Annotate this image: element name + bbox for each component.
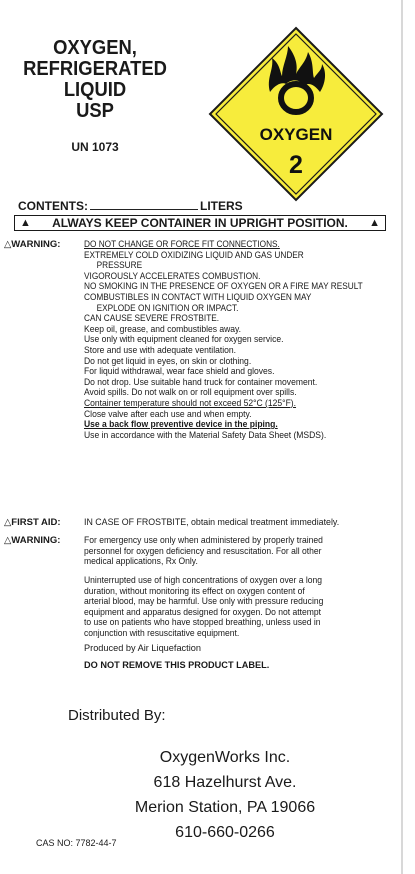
text-line: NO SMOKING IN THE PRESENCE OF OXYGEN OR A FIRE MAY RESULT [84,281,363,292]
text-line: medical applications, Rx Only. [84,556,198,567]
un-number: UN 1073 [71,140,119,154]
text-line: to use on patients who have stopped breathing, unless used in [84,617,321,628]
text-line: CAN CAUSE SEVERE FROSTBITE. [84,313,220,324]
text-line: Close valve after each use and when empty. [84,408,252,419]
title-line: LIQUID [63,79,127,101]
text-line: COMBUSTIBLES IN CONTACT WITH LIQUID OXYGEN MAY [84,291,312,302]
text-line: equipment and apparatus designed for oxygen. Do not attempt [84,606,322,617]
text-line: For emergency use only when administered by properly trained [84,535,323,545]
text-line: Uninterrupted use of high concentrations of oxygen over a long [84,575,322,585]
text-line: For liquid withdrawal, wear face shield and gloves. [84,366,275,377]
company-phone: 610-660-0266 [175,824,275,841]
contents-label: CONTENTS: [18,199,88,213]
company-street: 618 Hazelhurst Ave. [153,774,297,791]
first-aid-label: △FIRST AID: [4,517,61,528]
company-name: OxygenWorks Inc. [159,749,291,766]
warning2-label: △WARNING: [4,535,61,546]
text-line: EXTREMELY COLD OXIDIZING LIQUID AND GAS UNDER [84,249,304,260]
text-line: Use only with equipment cleaned for oxygen service. [84,334,284,345]
text-line: Use a back flow preventive device in the piping. [84,419,278,430]
title-line: USP [76,100,114,122]
title-line: OXYGEN, [53,37,137,59]
text-line: VIGOROUSLY ACCELERATES COMBUSTION. [84,270,261,281]
distributor-block [70,745,380,845]
title-line: REFRIGERATED [23,58,167,80]
contents-row [18,199,243,213]
keep-upright-text: ALWAYS KEEP CONTAINER IN UPRIGHT POSITION. [52,216,348,230]
text-line: Store and use with adequate ventilation. [84,344,237,355]
hazard-diamond [208,26,384,202]
first-aid-text: IN CASE OF FROSTBITE, obtain medical treatment immediately. [84,517,340,528]
produced-by: Produced by Air Liquefaction [84,643,201,653]
warning-caps-block [84,239,394,440]
company-city: Merion Station, PA 19066 [134,799,316,816]
warning2-para1 [84,535,323,567]
contents-blank [90,199,198,210]
warning-label: △WARNING: [4,239,61,250]
up-arrow-icon: ▲ [369,217,380,229]
contents-unit: LITERS [200,199,243,213]
cas-number: CAS NO: 7782-44-7 [36,838,117,848]
keep-upright-banner [14,215,386,231]
do-not-remove: DO NOT REMOVE THIS PRODUCT LABEL. [84,660,270,670]
text-line: DO NOT CHANGE OR FORCE FIT CONNECTIONS. [84,239,280,249]
distributed-by-label: Distributed By: [68,707,166,724]
text-line: conjunction with resuscitative equipment. [84,627,240,638]
text-line: duration, without monitoring its effect on oxygen content of [84,585,305,596]
up-arrow-icon: ▲ [20,217,31,229]
text-line: PRESSURE [96,260,143,271]
text-line: Avoid spills. Do not walk on or roll equipment over spills. [84,387,297,398]
product-title [17,38,173,122]
warning2-para2 [84,575,323,639]
text-line: Do not get liquid in eyes, on skin or clothing. [84,355,252,366]
text-line: EXPLODE ON IGNITION OR IMPACT. [96,302,239,313]
hazard-word: OXYGEN [259,125,333,144]
text-line: personnel for oxygen deficiency and resuscitation. For all other [84,545,322,556]
warning-section [4,239,404,514]
text-line: Use in accordance with the Material Safety Data Sheet (MSDS). [84,429,327,440]
text-line: Keep oil, grease, and combustibles away. [84,323,242,334]
hazard-class-number: 2 [289,151,303,179]
text-line: arterial blood, may be harmful. Use only with pressure reducing [84,596,324,607]
text-line: Do not drop. Use suitable hand truck for container movement. [84,376,318,387]
text-line: Container temperature should not exceed 52°C (125°F). [84,397,297,408]
